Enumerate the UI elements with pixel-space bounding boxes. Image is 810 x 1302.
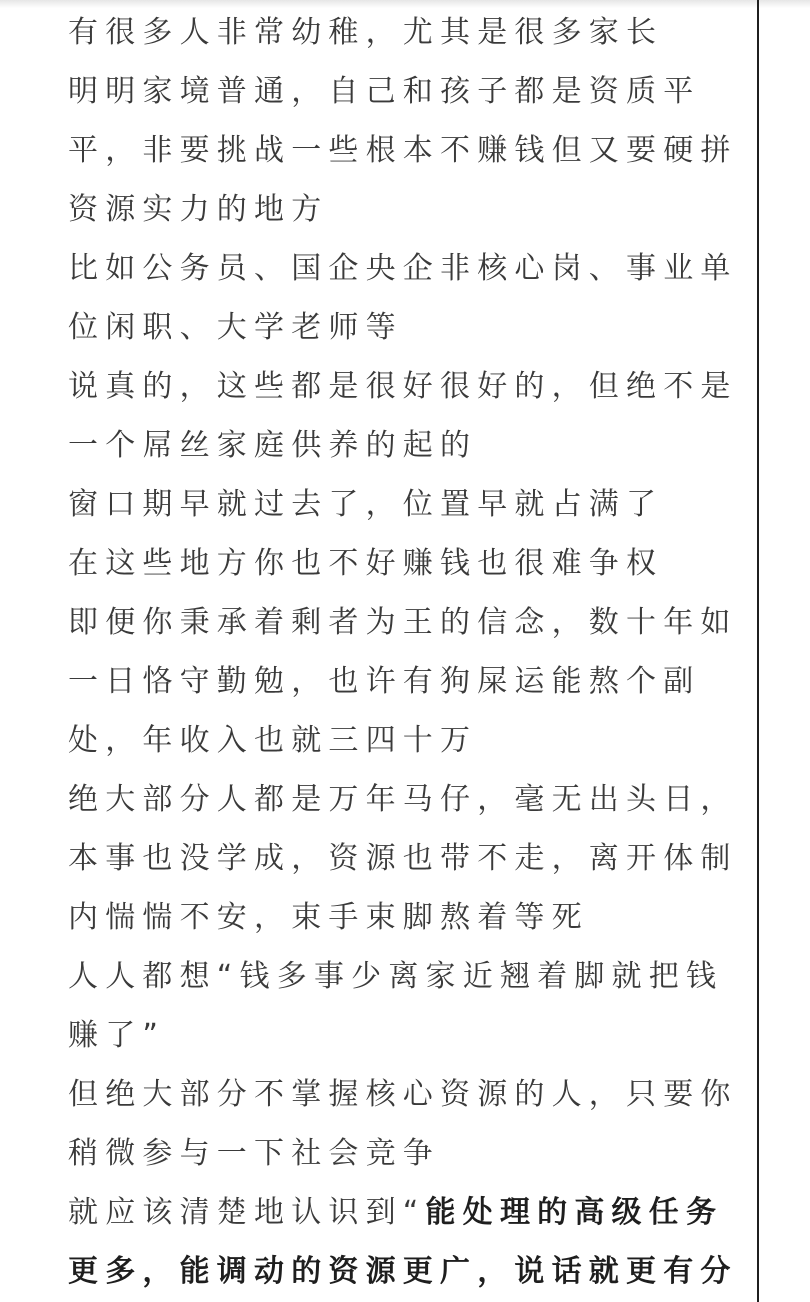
text-line: 赚了” [68,1018,166,1053]
text-line: 处，年收入也就三四十万 [68,723,478,758]
text-line: 明明家境普通，自己和孩子都是资质平 [68,74,701,109]
text-line: 即便你秉承着剩者为王的信念，数十年如 [68,605,738,640]
text-line: 资源实力的地方 [68,192,329,227]
text-line: 稍微参与一下社会竞争 [68,1136,440,1171]
text-line: 位闲职、大学老师等 [68,310,403,345]
text-line: 但绝大部分不掌握核心资源的人，只要你 [68,1077,738,1112]
text-line: 平，非要挑战一些根本不赚钱但又要硬拼 [68,133,738,168]
right-border-line [757,0,759,1302]
text-line: 比如公务员、国企央企非核心岗、事业单 [68,251,738,286]
text-line: 有很多人非常幼稚，尤其是很多家长 [68,15,664,50]
text-line: 一日恪守勤勉，也许有狗屎运能熬个副 [68,664,701,699]
text-line: 人人都想“钱多事少离家近翘着脚就把钱 [68,959,724,994]
text-line: 绝大部分人都是万年马仔，毫无出头日， [68,782,738,817]
text-line: 内惴惴不安，束手束脚熬着等死 [68,900,589,935]
top-shadow [0,0,810,8]
bold-text-line: 更多，能调动的资源更广，说话就更有分 [68,1254,738,1289]
text-line-mixed [68,1193,723,1233]
text-line: 窗口期早就过去了，位置早就占满了 [68,487,664,522]
text-line: 本事也没学成，资源也带不走，离开体制 [68,841,738,876]
bold-text-segment: 能处理的高级任务 [425,1195,724,1230]
text-line: 一个屌丝家庭供养的起的 [68,428,478,463]
text-line: 说真的，这些都是很好很好的，但绝不是 [68,369,738,404]
text-segment: 就应该清楚地认识到“ [68,1195,426,1230]
text-line: 在这些地方你也不好赚钱也很难争权 [68,546,664,581]
